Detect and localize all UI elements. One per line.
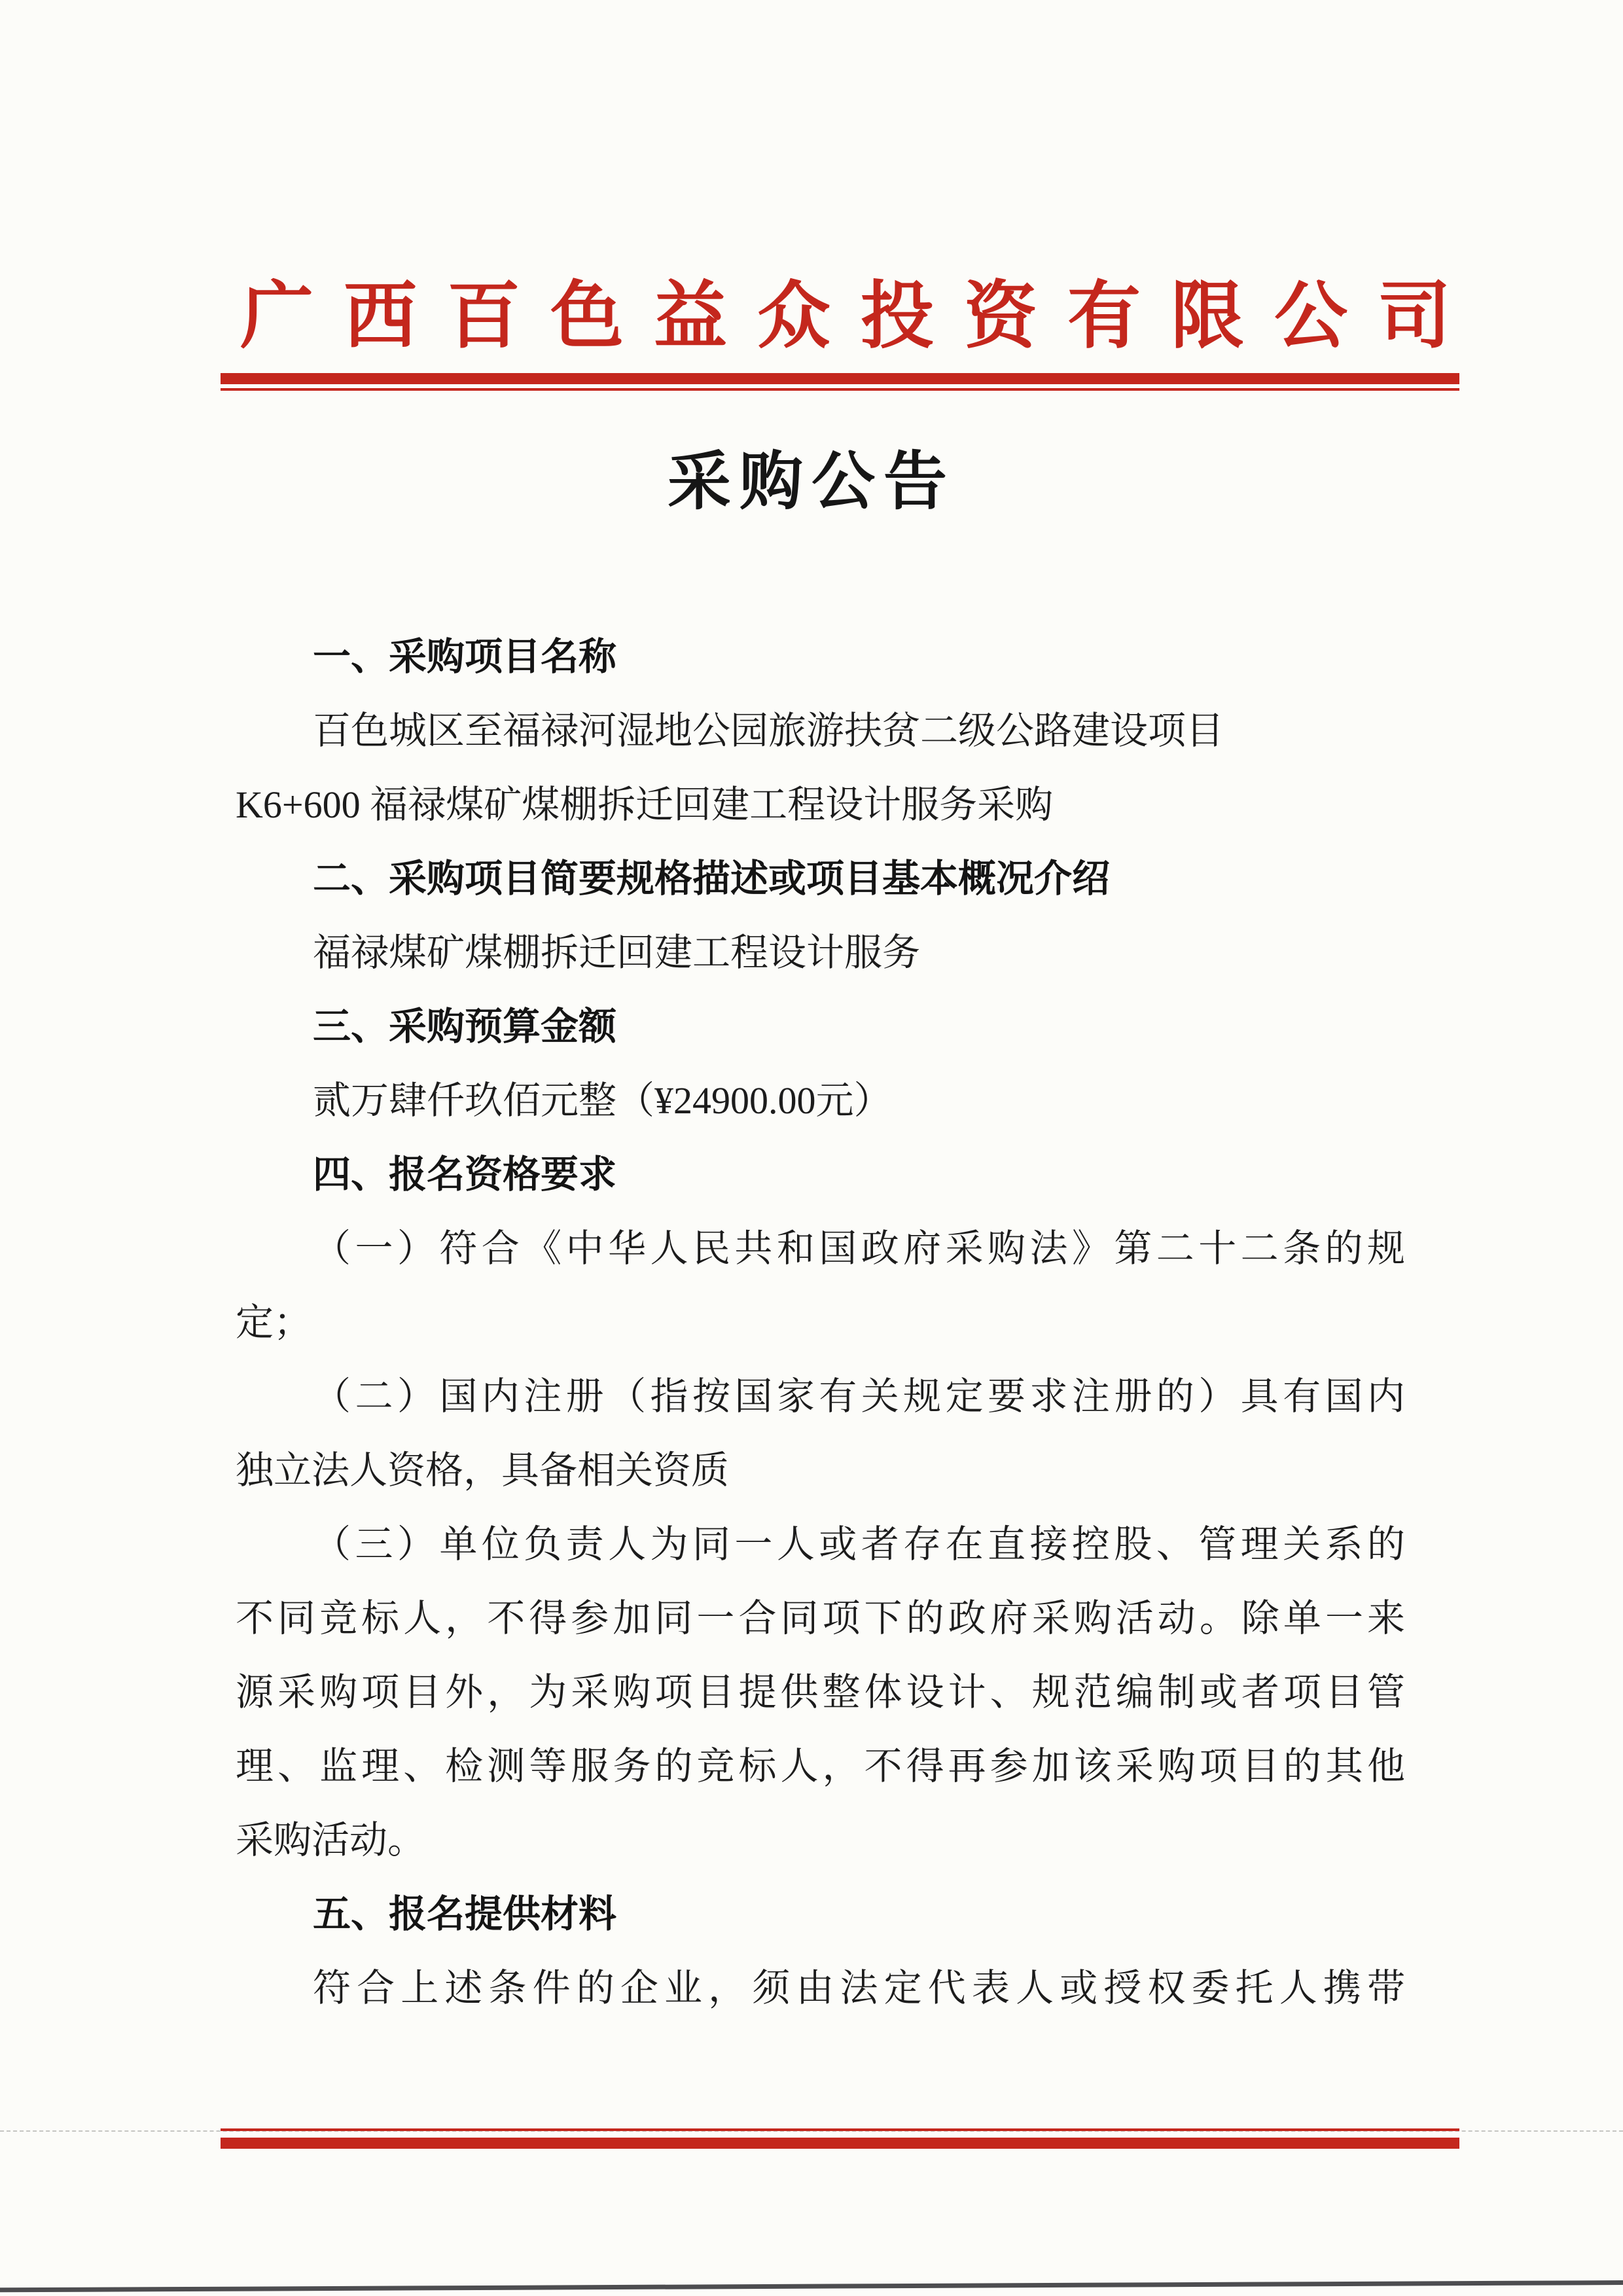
- section-heading-3: 三、采购预算金额: [313, 1005, 617, 1048]
- body-line: 源采购项目外，为采购项目提供整体设计、规范编制或者项目管: [236, 1671, 1405, 1713]
- body-line: 符合上述条件的企业，须由法定代表人或授权委托人携带: [313, 1967, 1405, 2009]
- footer-rule-thick: [221, 2138, 1459, 2149]
- header-rule-thin: [221, 388, 1459, 391]
- document-body: [236, 620, 1405, 2025]
- body-line: （三）单位负责人为同一人或者存在直接控股、管理关系的: [313, 1523, 1405, 1566]
- body-line: K6+600 福禄煤矿煤棚拆迁回建工程设计服务采购: [236, 783, 1054, 826]
- section-heading-1: 一、采购项目名称: [313, 636, 617, 678]
- body-line: 独立法人资格，具备相关资质: [236, 1449, 730, 1492]
- footer-rule-thin: [221, 2128, 1459, 2131]
- document-title: 采购公告: [668, 447, 955, 517]
- body-line: 理、监理、检测等服务的竞标人，不得再参加该采购项目的其他: [236, 1745, 1405, 1787]
- section-heading-4: 四、报名资格要求: [313, 1153, 617, 1196]
- body-line: （一）符合《中华人民共和国政府采购法》第二十二条的规: [313, 1227, 1405, 1270]
- section-heading-5: 五、报名提供材料: [313, 1893, 617, 1935]
- body-line: 不同竞标人，不得参加同一合同项下的政府采购活动。除单一来: [236, 1597, 1405, 1640]
- body-line: 定；: [236, 1301, 312, 1344]
- company-name-header: 广西百色益众投资有限公司: [240, 276, 1481, 357]
- body-line: 百色城区至福禄河湿地公园旅游扶贫二级公路建设项目: [313, 709, 1224, 752]
- body-line: 贰万肆仟玖佰元整（¥24900.00元）: [313, 1079, 892, 1122]
- body-line: 福禄煤矿煤棚拆迁回建工程设计服务: [313, 931, 921, 974]
- section-heading-2: 二、采购项目简要规格描述或项目基本概况介绍: [313, 857, 1111, 900]
- body-line: （二）国内注册（指按国家有关规定要求注册的）具有国内: [313, 1375, 1405, 1418]
- scan-edge-artifact: [0, 2280, 1623, 2292]
- header-rule-thick: [221, 373, 1459, 384]
- body-line: 采购活动。: [236, 1819, 426, 1861]
